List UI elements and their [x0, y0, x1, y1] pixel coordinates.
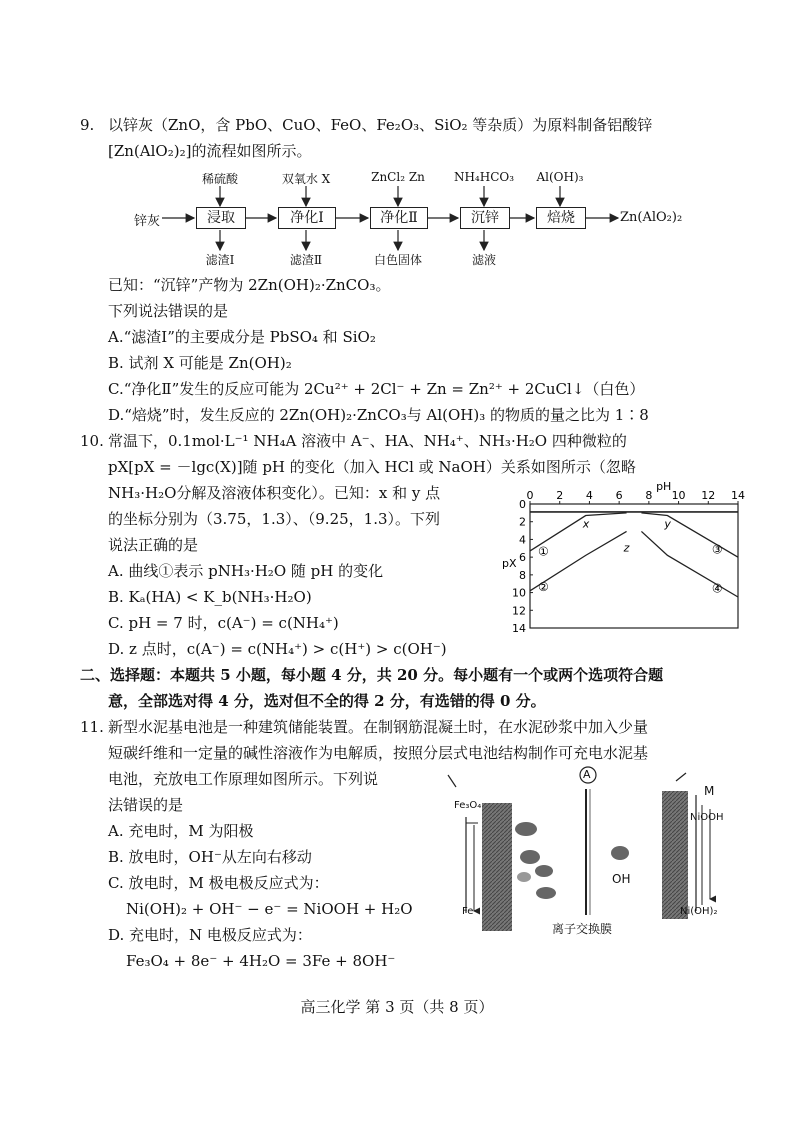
series-line [641, 531, 738, 597]
fe-label: Fe [462, 906, 474, 917]
page-footer: 高三化学 第 3 页（共 8 页） [300, 998, 494, 1016]
nioh2-label: Ni(OH)₂ [680, 906, 718, 917]
y-tick-label: 6 [519, 551, 526, 565]
q11-option-b: B. 放电时，OH⁻从左向右移动 [108, 848, 312, 866]
y-axis-label: pX [502, 557, 517, 571]
y-tick-label: 4 [519, 533, 526, 547]
y-tick-label: 10 [512, 586, 526, 600]
flow-input-zncl2-zn: ZnCl₂ Zn [371, 170, 425, 184]
q10-option-c: C. pH = 7 时，c(A⁻) = c(NH₄⁺) [108, 614, 339, 632]
series-label: ③ [711, 542, 723, 557]
x-tick-label: 10 [671, 489, 686, 502]
flow-output-filtrate: 滤液 [471, 253, 496, 267]
series-label: ④ [711, 581, 723, 596]
q11-option-a: A. 充电时，M 为阳极 [108, 822, 254, 840]
q10-line1: 常温下，0.1mol·L⁻¹ NH₄A 溶液中 A⁻、HA、NH₄⁺、NH₃·H₂O 四种微粒的 [108, 432, 627, 450]
y-tick-label: 2 [519, 515, 526, 529]
px-ph-chart [500, 478, 750, 642]
x-tick-label: 14 [731, 489, 745, 502]
hydroxide-label: OH [612, 872, 631, 886]
series-line [641, 513, 738, 557]
q11-option-d-equation: Fe₃O₄ + 8e⁻ + 4H₂O = 3Fe + 8OH⁻ [126, 952, 396, 970]
flow-output-residue-1: 滤渣Ⅰ [205, 253, 235, 267]
q11-line3: 电池，充放电工作原理如图所示。下列说 [108, 770, 379, 788]
q10-option-d: D. z 点时，c(A⁻) = c(NH₄⁺) > c(H⁺) > c(OH⁻) [108, 640, 447, 658]
q11-number: 11. [80, 718, 104, 736]
q11-option-c: C. 放电时，M 极电极反应式为： [108, 874, 329, 892]
x-tick-label: 6 [615, 489, 623, 502]
point-label: z [623, 541, 630, 555]
q9-stem-line2: [Zn(AlO₂)₂]的流程如图所示。 [108, 142, 312, 160]
flowchart-arrows [0, 0, 794, 290]
niooh-label: NiOOH [690, 812, 724, 823]
flow-start-label: 锌灰 [134, 214, 161, 229]
q11-line4: 法错误的是 [108, 796, 184, 814]
point-label: x [582, 517, 590, 531]
y-tick-label: 12 [512, 604, 526, 618]
flow-input-aloh3: Al(OH)₃ [536, 170, 584, 184]
flow-input-h2o2-x: 双氧水 X [281, 172, 331, 186]
x-axis-label: pH [656, 480, 672, 493]
q9-stem-line1: 以锌灰（ZnO，含 PbO、CuO、FeO、Fe₂O₃、SiO₂ 等杂质）为原料制备铝酸锌 [108, 116, 653, 134]
flow-step-purify-1: 净化Ⅰ [278, 207, 336, 229]
q10-line2: pX[pX = －lgc(X)]随 pH 的变化（加入 HCl 或 NaOH）关系如图所示（忽略 [108, 458, 636, 476]
flow-output-residue-2: 滤渣Ⅱ [289, 253, 323, 267]
y-tick-label: 8 [519, 568, 526, 582]
section2-heading-line1: 二、选择题：本题共 5 小题，每小题 4 分，共 20 分。每小题有一个或两个选项符合题 [80, 666, 664, 684]
point-label: y [664, 517, 671, 531]
q11-option-c-equation: Ni(OH)₂ + OH⁻ − e⁻ = NiOOH + H₂O [126, 900, 413, 918]
flow-step-roast: 焙烧 [536, 207, 586, 229]
q11-line1: 新型水泥基电池是一种建筑储能装置。在制钢筋混凝土时，在水泥砂浆中加入少量 [108, 718, 649, 736]
q9-ask: 下列说法错误的是 [108, 302, 229, 320]
flow-step-precipitate-zinc: 沉锌 [460, 207, 510, 229]
flow-step-leaching: 浸取 [196, 207, 246, 229]
flow-end-label: Zn(AlO₂)₂ [620, 210, 683, 225]
flow-output-white-solid: 白色固体 [373, 253, 422, 267]
q9-number: 9. [80, 116, 95, 134]
y-tick-label: 0 [519, 498, 526, 511]
section2-heading-line2: 意，全部选对得 4 分，选对但不全的得 2 分，有选错的得 0 分。 [108, 692, 546, 710]
electrode-m-label: M [704, 784, 715, 798]
x-tick-label: 4 [585, 489, 593, 502]
q10-option-b: B. Kₐ(HA) < K_b(NH₃·H₂O) [108, 588, 312, 606]
q10-line5: 说法正确的是 [108, 536, 199, 554]
flow-step-purify-2: 净化Ⅱ [370, 207, 428, 229]
flow-input-sulfuric-acid: 稀硫酸 [201, 172, 238, 186]
q10-line4: 的坐标分别为（3.75，1.3）、（9.25，1.3）。下列 [108, 510, 441, 528]
q9-option-d: D.“焙烧”时，发生反应的 2Zn(OH)₂·ZnCO₃与 Al(OH)₃ 的物质的量之比为 1∶8 [108, 406, 649, 424]
fe3o4-label: Fe₃O₄ [454, 800, 482, 811]
q9-known: 已知：“沉锌”产物为 2Zn(OH)₂·ZnCO₃。 [108, 276, 391, 294]
q10-line3: NH₃·H₂O分解及溶液体积变化）。已知：x 和 y 点 [108, 484, 441, 502]
y-tick-label: 14 [512, 622, 526, 635]
x-tick-label: 8 [645, 489, 653, 502]
x-tick-label: 12 [701, 489, 716, 502]
series-label: ② [537, 579, 549, 594]
x-tick-label: 2 [556, 489, 564, 502]
flow-input-nh4hco3: NH₄HCO₃ [453, 170, 515, 184]
x-tick-label: 0 [526, 489, 534, 502]
q9-option-a: A.“滤渣Ⅰ”的主要成分是 PbSO₄ 和 SiO₂ [108, 328, 376, 346]
chart-frame [530, 504, 738, 628]
q9-option-c: C.“净化Ⅱ”发生的反应可能为 2Cu²⁺ + 2Cl⁻ + Zn = Zn²⁺ + 2CuCl↓（白色） [108, 380, 645, 398]
ammeter-label: A [583, 768, 591, 781]
membrane-label: 离子交换膜 [552, 922, 613, 936]
q10-option-a: A. 曲线①表示 pNH₃·H₂O 随 pH 的变化 [108, 562, 384, 580]
q10-number: 10. [80, 432, 104, 450]
series-label: ① [537, 544, 549, 559]
q11-option-d: D. 充电时，N 电极反应式为： [108, 926, 312, 944]
q11-line2: 短碳纤维和一定量的碱性溶液作为电解质，按照分层式电池结构制作可充电水泥基 [108, 744, 649, 762]
q9-option-b: B. 试剂 X 可能是 Zn(OH)₂ [108, 354, 292, 372]
